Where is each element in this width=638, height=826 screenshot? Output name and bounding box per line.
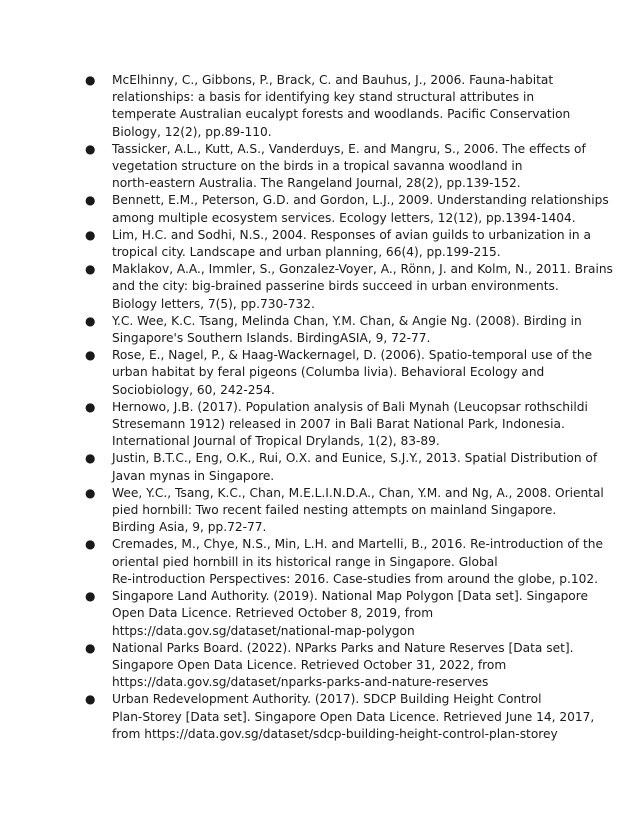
reference-text-line: oriental pied hornbill in its historical range in Singapore. Global [112, 554, 498, 569]
reference-text-line: relationships: a basis for identifying key stand structural attributes in [112, 90, 535, 105]
reference-text-line: Urban Redevelopment Authority. (2017). SDCP Building Height Control [112, 692, 542, 707]
reference-item [60, 347, 593, 399]
reference-item [60, 313, 582, 347]
bullet-icon: ● [85, 692, 96, 707]
reference-text-line: north-eastern Australia. The Rangeland Journal, 28(2), pp.139-152. [112, 176, 521, 191]
reference-item [60, 261, 613, 313]
bullet-icon: ● [85, 262, 96, 277]
reference-item [60, 399, 588, 451]
bullet-icon: ● [85, 73, 96, 87]
reference-text-line: Rose, E., Nagel, P., & Haag-Wackernagel, D. (2006). Spatio-temporal use of the [112, 348, 593, 363]
bullet-icon: ● [85, 589, 96, 604]
bullet-icon: ● [85, 451, 96, 466]
reference-text-line: tropical city. Landscape and urban planning, 66(4), pp.199-215. [112, 245, 501, 260]
reference-text-line: Singapore's Southern Islands. BirdingASIA, 9, 72-77. [112, 331, 431, 346]
reference-text-line: Re-introduction Perspectives: 2016. Case-studies from around the globe, p.102. [112, 571, 599, 586]
reference-item [60, 141, 586, 193]
reference-text-line: Lim, H.C. and Sodhi, N.S., 2004. Responses of avian guilds to urbanization in a [112, 227, 591, 242]
bullet-icon: ● [85, 537, 96, 552]
reference-text-line: pied hornbill: Two recent failed nesting attempts on mainland Singapore. [112, 503, 557, 518]
reference-text-line: https://data.gov.sg/dataset/national-map-polygon [112, 623, 415, 638]
reference-text-line: Open Data Licence. Retrieved October 8, 2019, from [112, 606, 434, 621]
reference-text-line: and the city: big-brained passerine birds succeed in urban environments. [112, 279, 559, 294]
reference-item [60, 485, 604, 537]
reference-text-line: https://data.gov.sg/dataset/nparks-parks-and-nature-reserves [112, 675, 489, 690]
reference-item [60, 588, 589, 640]
reference-text-line: Justin, B.T.C., Eng, O.K., Rui, O.X. and Eunice, S.J.Y., 2013. Spatial Distribution of [112, 451, 598, 466]
reference-text-line: Hernowo, J.B. (2017). Population analysis of Bali Mynah (Leucopsar rothschildi [112, 399, 588, 414]
reference-text-line: Stresemann 1912) released in 2007 in Bali Barat National Park, Indonesia. [112, 417, 565, 432]
reference-item [60, 450, 598, 484]
reference-item [60, 536, 603, 588]
reference-text-line: National Parks Board. (2022). NParks Parks and Nature Reserves [Data set]. [112, 640, 574, 655]
reference-text-line: Biology, 12(2), pp.89-110. [112, 124, 272, 139]
reference-text-line: Birding Asia, 9, pp.72-77. [112, 520, 267, 535]
reference-text-line: Bennett, E.M., Peterson, G.D. and Gordon, L.J., 2009. Understanding relationships [112, 193, 609, 208]
bullet-icon: ● [85, 399, 96, 414]
reference-text-line: Biology letters, 7(5), pp.730-732. [112, 296, 315, 311]
reference-text-line: International Journal of Tropical Drylands, 1(2), 83-89. [112, 434, 440, 449]
reference-text-line: Plan-Storey [Data set]. Singapore Open Data Licence. Retrieved June 14, 2017, [112, 709, 595, 724]
reference-text-line: Cremades, M., Chye, N.S., Min, L.H. and Martelli, B., 2016. Re-introduction of the [112, 537, 603, 552]
reference-item [60, 640, 578, 692]
reference-text-line: Maklakov, A.A., Immler, S., Gonzalez-Voyer, A., Rönn, J. and Kolm, N., 2011. Brains [112, 262, 613, 277]
reference-text-line: Y.C. Wee, K.C. Tsang, Melinda Chan, Y.M. Chan, & Angie Ng. (2008). Birding in [112, 313, 582, 328]
reference-text-line: Javan mynas in Singapore. [112, 468, 275, 483]
reference-text-line: among multiple ecosystem services. Ecology letters, 12(12), pp.1394-1404. [112, 210, 576, 225]
reference-item [60, 72, 578, 141]
reference-text-line: temperate Australian eucalypt forests and woodlands. Pacific Conservation [112, 107, 571, 122]
bullet-icon: ● [85, 485, 96, 500]
bullet-icon: ● [85, 193, 96, 208]
reference-text-line: Singapore Land Authority. (2019). National Map Polygon [Data set]. Singapore [112, 589, 589, 604]
reference-list [60, 72, 613, 743]
reference-item [60, 227, 591, 261]
reference-text-line: urban habitat by feral pigeons (Columba livia). Behavioral Ecology and [112, 365, 545, 380]
reference-text-line: Singapore Open Data Licence. Retrieved October 31, 2022, from [112, 657, 507, 672]
bullet-icon: ● [85, 640, 96, 655]
reference-text-line: Wee, Y.C., Tsang, K.C., Chan, M.E.L.I.N.D.A., Chan, Y.M. and Ng, A., 2008. Oriental [112, 485, 604, 500]
bullet-icon: ● [85, 227, 96, 242]
reference-text-line: McElhinny, C., Gibbons, P., Brack, C. and Bauhus, J., 2006. Fauna-habitat [112, 73, 554, 87]
reference-text-line: vegetation structure on the birds in a tropical savanna woodland in [112, 159, 523, 174]
bullet-icon: ● [85, 348, 96, 363]
bullet-icon: ● [85, 313, 96, 328]
reference-text-line: from https://data.gov.sg/dataset/sdcp-building-height-control-plan-storey [112, 726, 558, 741]
reference-text-line: Tassicker, A.L., Kutt, A.S., Vanderduys, E. and Mangru, S., 2006. The effects of [112, 141, 586, 156]
reference-text-line: Sociobiology, 60, 242-254. [112, 382, 275, 397]
reference-item [60, 691, 595, 743]
bullet-icon: ● [85, 141, 96, 156]
reference-item [60, 192, 609, 226]
